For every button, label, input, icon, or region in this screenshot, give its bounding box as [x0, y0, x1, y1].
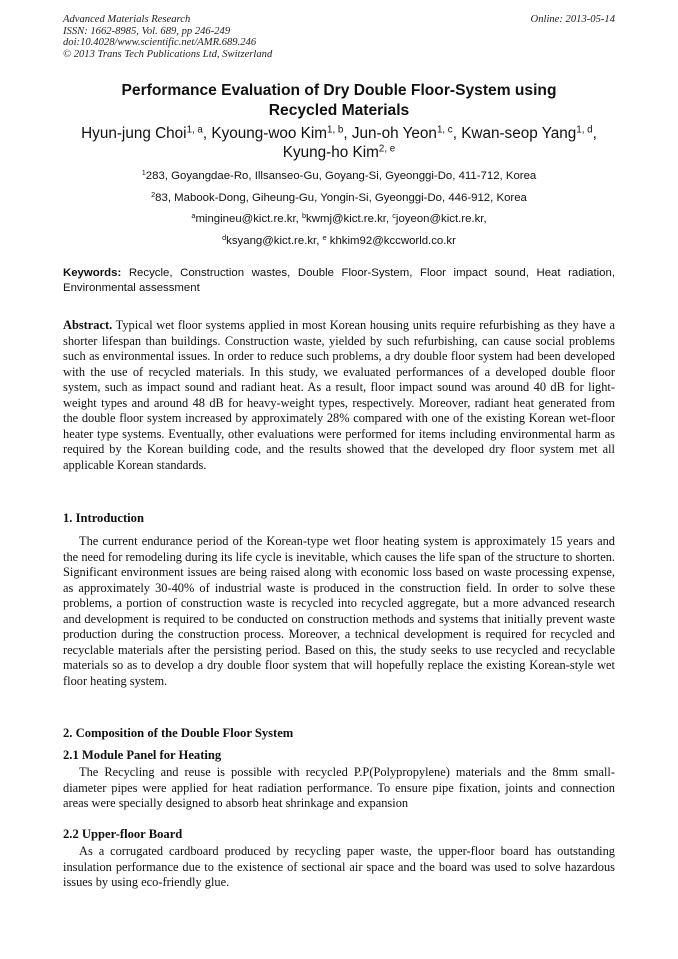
title-line-2: Recycled Materials	[268, 102, 410, 119]
section-2-2-heading: 2.2 Upper-floor Board	[63, 827, 183, 841]
email-line-2: $^d$ksyang@kict.re.kr, $^e$ khkim92@kccworld.co.kr	[222, 232, 456, 247]
author-list	[30, 124, 648, 162]
author-affil-mark: 1, b	[327, 124, 344, 136]
title-line-1: Performance Evaluation of Dry Double Floor-System using	[121, 82, 557, 99]
author-name: Kwan-seop Yang	[461, 125, 577, 142]
author-name: Jun-oh Yeon	[351, 125, 437, 142]
author-line-2	[30, 143, 648, 162]
author-affil-mark: 2, e	[378, 143, 396, 155]
section-2-1-body	[63, 765, 615, 812]
journal-doi: doi:10.4028/www.scientific.net/AMR.689.246	[63, 37, 257, 49]
email: kwmj@kict.re.kr,	[306, 213, 393, 225]
author-affil-mark: 1, a	[186, 124, 203, 136]
abstract	[63, 318, 615, 473]
paragraph: The current endurance period of the Korean-type wet floor heating system is approximately 15 years and the need for remodeling during its life cycle is inevitable, which causes the life span of the structure to shorten. Significant environment issues are being raised along with economic loss based on waste processing expense, as approximately 30-40% of industrial waste is produced in the construction field. In order to solve these problems, a portion of construction waste is recycled into recycled aggregate, but a more advanced research and development is required to be conducted on construction methods and systems that initially prevent waste production during the construction process. Moreover, a technical development is required for recycled and recyclable materials after the persisting period. Based on this, the study seeks to use recycled and recyclable materials so as to develop a dry double floor system that will hopefully replace the existing Korean-style wet floor heating system.	[63, 534, 615, 688]
author-affil-mark: 1, c	[436, 124, 453, 136]
author-name: Kyung-ho Kim	[282, 144, 379, 161]
journal-name: Advanced Materials Research	[63, 14, 191, 25]
paper-title	[40, 81, 638, 121]
author-name: Hyun-jung Choi	[81, 125, 187, 142]
keywords-label: Keywords:	[63, 267, 122, 279]
section-1-heading: 1. Introduction	[63, 511, 144, 525]
affiliation-2: $^2$83, Mabook-Dong, Giheung-Gu, Yongin-Si, Gyeonggi-Do, 446-912, Korea	[151, 189, 527, 204]
keywords	[63, 266, 615, 296]
abstract-text: Typical wet floor systems applied in most Korean housing units require refurbishing as they have a shorter lifespan than buildings. Construction waste, yielded by such refurbishing, can cause social problems such as environmental issues. In order to reduce such problems, a dry double floor system had been developed with the use of recycled materials. In this study, we evaluated performances of a developed double floor system, such as impact sound and radiant heat. As a result, floor impact sound was around 40 dB for light-weight types and around 48 dB for heavy-weight types, respectively. Moreover, radiant heat generated from the double floor system increased by approximately 28% compared with one of the existing Korean wet-floor heater type systems. Eventually, other evaluations were performed for items including environmental harm as required by the Korean building code, and the results showed that the developed dry floor system met all applicable Korean standards.	[63, 318, 615, 472]
affiliation-1: $^1$283, Goyangdae-Ro, Illsanseo-Gu, Goyang-Si, Gyeonggi-Do, 411-712, Korea	[141, 168, 537, 182]
email: mingineu@kict.re.kr,	[195, 213, 302, 225]
online-date: Online: 2013-05-14	[530, 14, 615, 25]
affiliations	[40, 166, 638, 252]
keywords-text: Recycle, Construction wastes, Double Floor-System, Floor impact sound, Heat radiation, Environmental assessment	[63, 267, 615, 294]
journal-issn: ISSN: 1662-8985, Vol. 689, pp 246-249	[63, 25, 231, 37]
paragraph: The Recycling and reuse is possible with recycled P.P(Polypropylene) materials and the 8mm small-diameter pipes were applied for heat radiation performance. To ensure pipe fixation, joints and connection areas were specially designed to absorb heat shrinkage and expansion	[63, 765, 615, 810]
journal-copyright: © 2013 Trans Tech Publications Ltd, Switzerland	[63, 48, 273, 60]
email: joyeon@kict.re.kr,	[395, 213, 487, 225]
author-line-1: Hyun-jung Choi$^{1, a}$, Kyoung-woo Kim$^{1, b}$, Jun-oh Yeon$^{1, c}$, Kwan-seop Yang$^{1, d}$,	[81, 124, 597, 142]
section-2-1-heading: 2.1 Module Panel for Heating	[63, 748, 222, 762]
author-affil-mark: 1, d	[576, 124, 593, 136]
journal-header	[63, 14, 615, 60]
section-1-body	[63, 534, 615, 689]
email: ksyang@kict.re.kr,	[226, 234, 323, 247]
email-line-1: $^a$mingineu@kict.re.kr, $^b$kwmj@kict.re.kr, $^c$joyeon@kict.re.kr,	[191, 211, 487, 225]
abstract-label: Abstract.	[63, 318, 113, 332]
section-2-2-body	[63, 844, 615, 891]
section-2-heading: 2. Composition of the Double Floor System	[63, 726, 294, 740]
paragraph: As a corrugated cardboard produced by recycling paper waste, the upper-floor board has outstanding insulation performance due to the existence of sectional air space and the board was used to solve hazardous issues by using eco-friendly glue.	[63, 844, 615, 889]
email: khkim92@kccworld.co.kr	[326, 234, 456, 247]
author-name: Kyoung-woo Kim	[211, 125, 328, 142]
